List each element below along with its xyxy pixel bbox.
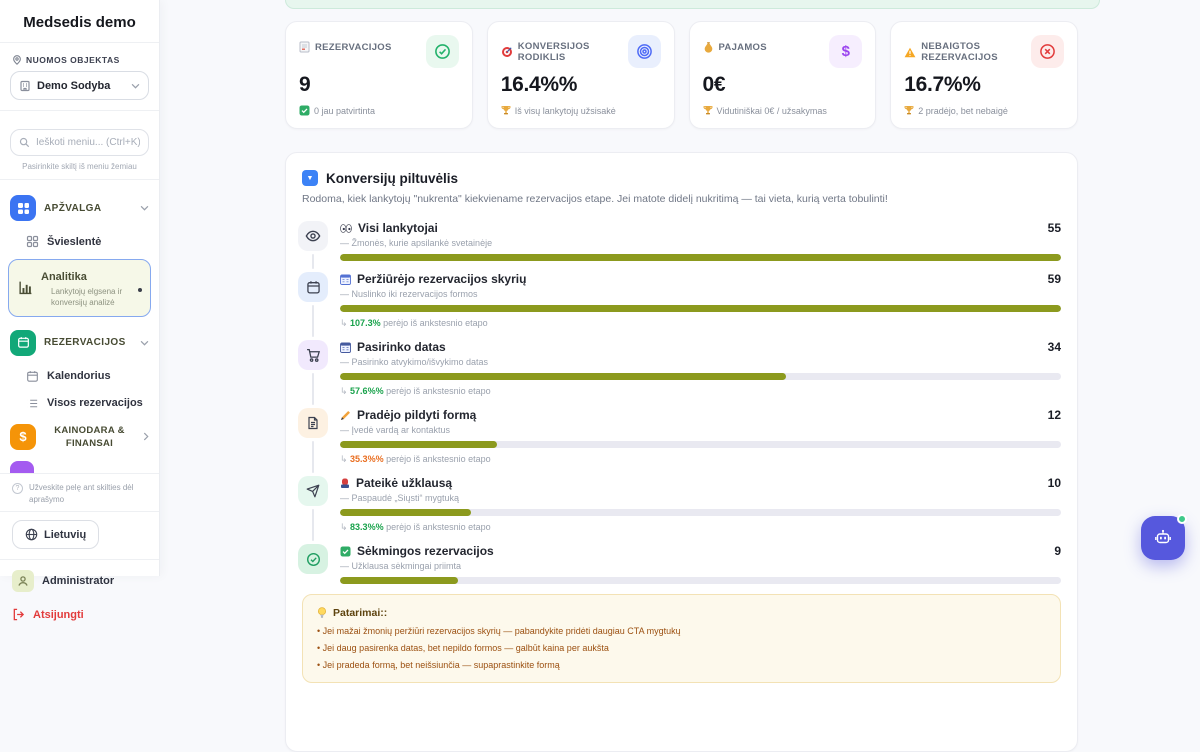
stat-card-label: KONVERSIJOS RODIKLIS (518, 41, 628, 63)
sidebar-group-pricing-label: KAINODARA & FINANSAI (44, 424, 135, 451)
stage-desc: — Paspaudė „Siųsti“ mygtuką (340, 493, 1061, 503)
funnel-stage (298, 272, 1061, 340)
stat-card-label: PAJAMOS (719, 42, 767, 53)
stage-transition: ↳ 107.3% perėjo iš ankstesnio etapo (340, 318, 1061, 329)
funnel-title: ▼ Konversijų piltuvėlis (298, 170, 1061, 186)
stage-bar (340, 373, 1061, 380)
cart-icon (298, 340, 328, 370)
check-square-icon (340, 546, 351, 557)
stage-bar (340, 509, 1061, 516)
check-circle-icon (426, 35, 459, 68)
trophy-icon (904, 105, 914, 116)
sidebar-item-dashboard[interactable] (0, 228, 159, 255)
stage-bar (340, 577, 1061, 584)
app-title: Medsedis demo (0, 0, 159, 42)
rental-object-label: NUOMOS OBJEKTAS (10, 51, 149, 71)
dollar-icon: $ (829, 35, 862, 68)
lightbulb-icon (317, 607, 327, 619)
hover-hint: ? Užveskite pelę ant skilties dėl aprašymo (0, 474, 159, 511)
search-input[interactable] (36, 137, 140, 148)
stage-value: 34 (1048, 340, 1061, 354)
logout-icon (12, 608, 25, 621)
spiral-icon (628, 35, 661, 68)
send-icon (298, 476, 328, 506)
funnel-stage (298, 476, 1061, 544)
tip-item: • Jei daug pasirenka datas, bet nepildo formos — galbūt kaina per aukšta (317, 643, 1046, 653)
stage-bar (340, 305, 1061, 312)
stage-connector (312, 509, 314, 541)
tip-item: • Jei mažai žmonių peržiūri rezervacijos skyrių — pabandykite pridėti daugiau CTA mygtukų (317, 626, 1046, 636)
building-icon (19, 80, 31, 92)
stage-connector (312, 373, 314, 405)
funnel-card (285, 152, 1078, 752)
active-dot (138, 288, 142, 292)
sidebar-group-pricing[interactable] (0, 417, 159, 458)
stat-card-badge: Vidutiniškai 0€ / užsakymas (703, 105, 863, 116)
postbox-icon (340, 478, 350, 489)
stage-desc: — Užklausa sėkmingai priimta (340, 561, 1061, 571)
dashboard-grid-icon (10, 195, 36, 221)
stat-card-badge: 2 pradėjo, bet nebaigė (904, 105, 1064, 116)
x-circle-icon (1031, 35, 1064, 68)
funnel-stage (298, 408, 1061, 476)
chevron-down-icon (140, 340, 149, 346)
stage-transition: ↳ 57.6%% perėjo iš ankstesnio etapo (340, 386, 1061, 397)
sidebar-item-calendar-label: Kalendorius (47, 370, 111, 382)
list-icon (26, 397, 39, 410)
property-select[interactable] (10, 71, 149, 100)
sidebar-group-overview[interactable] (0, 188, 159, 228)
dollar-icon: $ (10, 424, 36, 450)
user-row[interactable] (0, 560, 159, 598)
stage-title: Sėkmingos rezervacijos (357, 544, 494, 558)
calendar-emoji-icon (340, 342, 351, 353)
grid-icon (26, 235, 39, 248)
stat-cards (285, 21, 1078, 129)
avatar (12, 570, 34, 592)
stage-value: 9 (1054, 544, 1061, 558)
stat-card-revenue (689, 21, 877, 129)
stat-card-badge: Iš visų lankytojų užsisakė (501, 105, 661, 116)
bar-chart-icon (18, 280, 33, 295)
stat-card-label: REZERVACIJOS (315, 42, 392, 53)
stage-title: Peržiūrėjo rezervacijos skyrių (357, 272, 526, 286)
moneybag-icon (703, 41, 714, 53)
stage-title: Pradėjo pildyti formą (357, 408, 476, 422)
question-circle-icon (12, 483, 23, 494)
stat-card-label: NEBAIGTOS REZERVACIJOS (921, 41, 1031, 63)
stat-card-value: 16.7%% (904, 73, 1064, 97)
main-area (160, 0, 1200, 576)
stage-title: Pateikė užklausą (356, 476, 452, 490)
stage-connector (312, 441, 314, 473)
stage-value: 12 (1048, 408, 1061, 422)
language-button[interactable] (12, 520, 99, 549)
stage-value: 55 (1048, 221, 1061, 235)
logout-label: Atsijungti (33, 609, 84, 621)
user-name: Administrator (42, 575, 114, 587)
language-button-label: Lietuvių (44, 529, 86, 541)
stat-card-value: 0€ (703, 73, 863, 97)
stage-title: Visi lankytojai (358, 221, 438, 235)
stat-card-value: 9 (299, 73, 459, 97)
stage-desc: — Pasirinko atvykimo/išvykimo datas (340, 357, 1061, 367)
sidebar-group-next-icon (10, 461, 34, 473)
stage-transition: ↳ 83.3%% perėjo iš ankstesnio etapo (340, 522, 1061, 533)
sidebar-item-all-reservations[interactable] (0, 390, 159, 417)
search-hint: Pasirinkite skiltį iš meniu žemiau (10, 156, 149, 179)
sidebar-item-analytics[interactable] (8, 259, 151, 317)
sidebar-group-reservations[interactable] (0, 323, 159, 363)
chevron-down-icon (140, 205, 149, 211)
stage-desc: — Nuslinko iki rezervacijos formos (340, 289, 1061, 299)
eye-icon (298, 221, 328, 251)
online-dot (1177, 514, 1187, 524)
trophy-icon (501, 105, 511, 116)
stage-title: Pasirinko datas (357, 340, 446, 354)
sidebar-item-dashboard-label: Švieslentė (47, 236, 101, 248)
trophy-icon (703, 105, 713, 116)
sidebar-group-overview-label: APŽVALGA (44, 203, 132, 214)
tips-box (302, 594, 1061, 683)
chevron-down-icon (131, 83, 140, 89)
sidebar-item-calendar[interactable] (0, 363, 159, 390)
file-text-icon (298, 408, 328, 438)
globe-icon (25, 528, 38, 541)
stage-value: 59 (1048, 272, 1061, 286)
sidebar-item-analytics-subtitle: Lankytojų elgsena ir konversijų analizė (41, 287, 141, 309)
calendar-emoji-icon (340, 274, 351, 285)
stat-card-abandoned (890, 21, 1078, 129)
logout-button[interactable] (0, 598, 159, 631)
check-circle-icon (298, 544, 328, 574)
stat-card-conversion (487, 21, 675, 129)
pencil-icon (340, 410, 351, 421)
location-pin-icon (12, 55, 22, 65)
chevron-right-icon (143, 432, 149, 441)
funnel-stage (298, 340, 1061, 408)
sidebar-item-all-reservations-label: Visos rezervacijos (47, 397, 143, 409)
stage-desc: — Žmonės, kurie apsilankė svetainėje (340, 238, 1061, 248)
stage-connector (312, 254, 314, 269)
stage-value: 10 (1048, 476, 1061, 490)
funnel-stage (298, 221, 1061, 272)
chatbot-button[interactable] (1141, 516, 1185, 560)
check-square-icon (299, 105, 310, 116)
calendar-icon (26, 370, 39, 383)
sidebar-item-analytics-label: Analitika (41, 271, 87, 283)
receipt-icon (299, 41, 310, 53)
robot-icon (1153, 528, 1173, 548)
tips-title: Patarimai:: (317, 607, 1046, 619)
calendar-icon (10, 330, 36, 356)
stage-bar (340, 254, 1061, 261)
tip-item: • Jei pradeda formą, bet neišsiunčia — supaprastinkite formą (317, 660, 1046, 670)
funnel-icon (302, 170, 318, 186)
calendar-icon (298, 272, 328, 302)
stat-card-value: 16.4%% (501, 73, 661, 97)
stage-bar (340, 441, 1061, 448)
stage-transition: ↳ 35.3%% perėjo iš ankstesnio etapo (340, 454, 1061, 465)
funnel-subtitle: Rodoma, kiek lankytojų "nukrenta" kiekviename rezervacijos etape. Jei matote didelį nukritimą — tai vieta, kurią verta tobulinti! (302, 193, 1061, 205)
eyes-icon (340, 224, 352, 233)
stat-card-reservations (285, 21, 473, 129)
stage-connector (312, 305, 314, 337)
target-icon (501, 46, 513, 58)
menu-search (10, 129, 149, 156)
warning-icon (904, 47, 916, 58)
stage-desc: — Įvedė vardą ar kontaktus (340, 425, 1061, 435)
stat-card-badge: 0 jau patvirtinta (299, 105, 459, 116)
property-select-value: Demo Sodyba (37, 80, 125, 92)
funnel-stages (298, 221, 1061, 588)
sidebar-group-reservations-label: REZERVACIJOS (44, 337, 132, 348)
funnel-stage (298, 544, 1061, 588)
search-icon (19, 137, 30, 148)
sidebar (0, 0, 160, 576)
